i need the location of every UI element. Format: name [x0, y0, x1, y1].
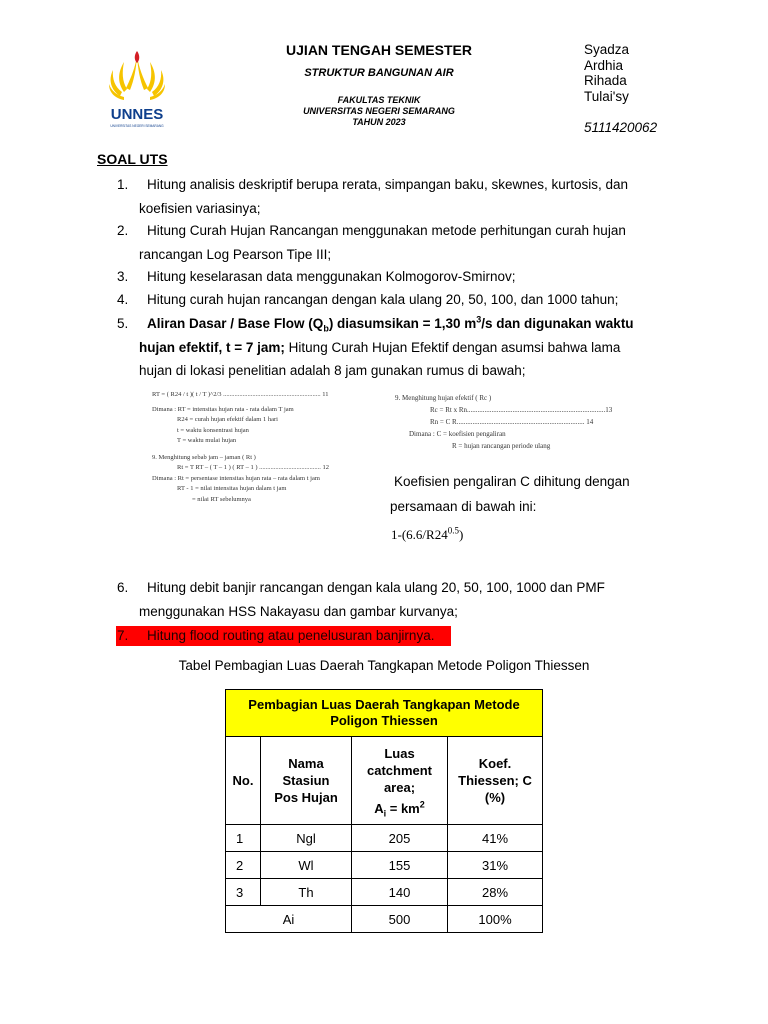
question-text [117, 336, 657, 360]
question-text: koefisien variasinya; [139, 200, 261, 216]
header-line: Pos Hujan [274, 790, 338, 805]
question-text: hujan di lokasi penelitian adalah 8 jam gunakan rumus di bawah; [139, 363, 526, 378]
col-header-koef [448, 737, 543, 825]
question-number: 4. [117, 292, 129, 307]
c-equation-close: ) [458, 527, 464, 542]
question-text: menggunakan HSS Nakayasu dan gambar kurvanya; [139, 603, 458, 619]
cell-luas: 140 [352, 879, 448, 906]
header-sub: i [383, 808, 387, 819]
header-part: A [374, 800, 384, 816]
formula-line: Dimana : RT = intensitas hujan rata - rata dalam T jam [152, 405, 294, 413]
table-caption: Tabel Pembagian Luas Daerah Tangkapan Metode Poligon Thiessen [178, 658, 590, 673]
formula-line: RT = ( R24 / t )( t / T )^2/3 ............................................................ 11 [152, 391, 329, 398]
table-row [226, 825, 543, 852]
year-label: TAHUN 2023 [352, 117, 406, 127]
cell-nama: Wl [261, 852, 352, 879]
luas-table [225, 689, 543, 933]
question-item [117, 219, 657, 266]
formula-line: Rc = Rt x Rn...............................................................................13 [430, 406, 613, 414]
question-text: Hitung curah hujan rancangan dengan kala ulang 20, 50, 100, dan 1000 tahun; [147, 292, 619, 307]
cell-total-koef: 100% [448, 906, 543, 933]
question-text-part: Hitung Curah Hujan Efektif dengan asumsi bahwa lama [284, 339, 621, 355]
question-text: Hitung keselarasan data menggunakan Kolmogorov-Smirnov; [147, 269, 516, 284]
table-row [226, 879, 543, 906]
formula-line: R24 = curah hujan efektif dalam 1 hari [177, 416, 278, 423]
question-text: Hitung Curah Hujan Rancangan menggunakan metode perhitungan curah hujan [147, 223, 626, 238]
question-text-part: hujan efektif, t = 7 jam; [139, 339, 285, 355]
formula-line: Rt = T RT – ( T – 1 ) ( RT – 1 ) ...................................... 12 [177, 464, 330, 471]
cell-koef: 31% [448, 852, 543, 879]
question-number: 7. [117, 628, 129, 643]
question-item [117, 576, 657, 623]
formula-line: Dimana : Rt = persentase intensitas hujan rata – rata dalam t jam [152, 474, 320, 482]
question-text-part: /s dan digunakan waktu [481, 316, 634, 331]
c-equation-sup: 0.5 [447, 525, 459, 536]
question-text: Hitung analisis deskriptif berupa rerata, simpangan baku, skewnes, kurtosis, dan [147, 177, 629, 192]
formula-line: RT - 1 = nilai intensitas hujan dalam t jam [177, 485, 287, 492]
table-header-row [226, 737, 543, 825]
cell-luas: 205 [352, 825, 448, 852]
question-text-sub: b [323, 323, 329, 334]
cell-no: 1 [226, 825, 261, 852]
c-equation [391, 527, 463, 543]
formula-line: T = waktu mulai hujan [177, 437, 237, 444]
cell-total-label: Ai [226, 906, 352, 933]
question-number: 2. [117, 223, 129, 238]
formula-line: Dimana : C = koefisien pengaliran [409, 430, 506, 438]
header-line: Stasiun [282, 773, 330, 788]
cell-nama: Ngl [261, 825, 352, 852]
subject-title: STRUKTUR BANGUNAN AIR [304, 67, 454, 79]
cell-nama: Th [261, 879, 352, 906]
col-header-nama [261, 737, 352, 825]
question-text: Hitung flood routing atau penelusuran banjirnya. [147, 628, 435, 643]
question-number: 5. [117, 316, 129, 331]
author-name [584, 42, 629, 104]
question-text [117, 312, 657, 336]
koefisien-text [390, 470, 660, 519]
question-item [117, 624, 657, 648]
exam-title: UJIAN TENGAH SEMESTER [286, 42, 472, 58]
question-item [117, 265, 657, 289]
cell-luas: 155 [352, 852, 448, 879]
faculty-name: FAKULTAS TEKNIK [337, 95, 421, 105]
question-text: Hitung debit banjir rancangan dengan kala ulang 20, 50, 100, 1000 dan PMF [147, 580, 605, 595]
author-name-line: Tulai'sy [584, 88, 629, 104]
table-title-row [226, 690, 543, 737]
col-header-luas [352, 737, 448, 825]
header-line: (%) [484, 790, 506, 805]
question-item [117, 312, 657, 383]
university-name: UNIVERSITAS NEGERI SEMARANG [303, 106, 455, 116]
formula-image-left [152, 390, 362, 505]
author-name-line: Syadza [584, 42, 630, 57]
koefisien-line: persamaan di bawah ini: [390, 498, 537, 514]
author-name-line: Rihada [584, 73, 627, 88]
formula-line: = nilai RT sebelumnya [192, 495, 251, 503]
table-title [226, 690, 543, 737]
question-text-sup: 3 [476, 314, 482, 325]
cell-koef: 28% [448, 879, 543, 906]
cell-no: 2 [226, 852, 261, 879]
logo-subtext: UNIVERSITAS NEGERI SEMARANG [110, 124, 164, 128]
logo-text: UNNES [110, 106, 164, 123]
soal-heading: SOAL UTS [97, 151, 168, 167]
cell-no: 3 [226, 879, 261, 906]
question-item [117, 173, 657, 220]
formula-line: 9. Menghitung sebab jam – jaman ( Rt ) [152, 453, 256, 461]
formula-line: Rn = C R......................................................................... 14 [430, 418, 594, 426]
header-line: Luas [384, 745, 415, 761]
formula-line: t = waktu konsentrasi hujan [177, 426, 249, 434]
header-line: area; [383, 779, 416, 795]
col-header-no: No. [226, 737, 261, 825]
question-text: rancangan Log Pearson Tipe III; [139, 246, 332, 262]
table-title-line: Pembagian Luas Daerah Tangkapan Metode [248, 697, 520, 712]
header-line: catchment [366, 762, 433, 778]
header-part: = km [386, 800, 420, 816]
formula-line: 9. Menghitung hujan efektif ( Rc ) [395, 394, 492, 402]
question-text-part: ) diasumsikan = 1,30 m [328, 316, 477, 331]
header-line: Nama [288, 756, 324, 771]
header-line [352, 800, 447, 817]
question-item [117, 288, 657, 312]
header-line: Thiessen; C [458, 773, 532, 788]
question-number: 6. [117, 580, 129, 595]
formula-image-right [395, 392, 657, 452]
table-title-line: Poligon Thiessen [330, 713, 438, 728]
cell-total-luas: 500 [352, 906, 448, 933]
table-row [226, 852, 543, 879]
student-id: 5111420062 [584, 120, 658, 135]
question-number: 1. [117, 177, 129, 192]
question-number: 3. [117, 269, 129, 284]
question-text-part: Aliran Dasar / Base Flow (Q [147, 316, 324, 331]
koefisien-line: Koefisien pengaliran C dihitung dengan [394, 474, 630, 489]
formula-line: R = hujan rancangan periode ulang [452, 442, 551, 450]
unnes-logo [104, 48, 170, 132]
c-equation-main: 1-(6.6/R24 [391, 527, 448, 542]
header-line: Koef. [478, 756, 512, 771]
cell-koef: 41% [448, 825, 543, 852]
table-total-row [226, 906, 543, 933]
header-sup: 2 [419, 799, 425, 810]
author-name-line: Ardhia [584, 57, 624, 73]
